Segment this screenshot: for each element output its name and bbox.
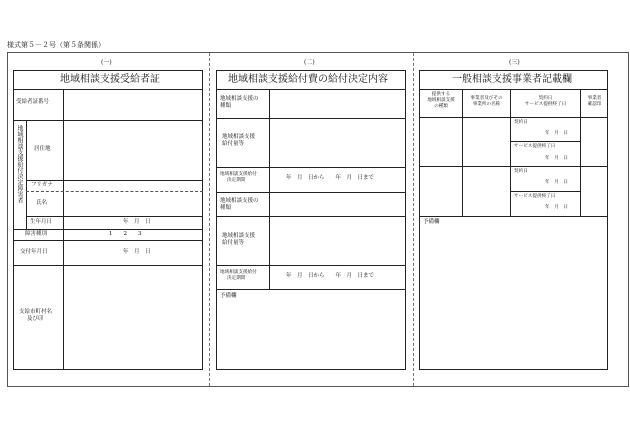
cert-number-label: 受給者証番号 [16,99,50,105]
section-number-2: (二) [304,59,315,66]
name-label: 氏名 [36,200,48,206]
address-label: 居住地 [34,146,51,152]
col-support-type-header: 提供する 地域相談支援 の種類 [427,92,455,110]
decision-period-value-2: 年 月 日から 年 月 日まで [286,273,375,279]
issue-date-value: 年 月 日 [123,249,151,255]
disability-type-options: 1 2 3 [109,231,142,237]
decision-period-value-1: 年 月 日から 年 月 日まで [286,175,375,181]
entry2-end-date-label: サービス提供終了日 [514,194,556,199]
recipient-group-label: 地域相談支援給付決定障害者 [16,125,23,203]
support-type-label-2: 地域相談支援の 種類 [220,198,259,212]
furigana-label: フリガナ [31,182,53,188]
card2-title: 地域相談支援給付費の給付決定内容 [228,74,388,85]
entry1-contract-date-value: 年 月 日 [545,131,568,136]
entry2-end-date-value: 年 月 日 [545,205,568,210]
card2-remarks-label: 予備欄 [220,293,237,299]
entry1-contract-date-label: 契約日 [514,120,528,125]
birth-date-label: 生年月日 [30,219,53,225]
disability-type-label: 障害種別 [25,231,48,237]
birth-date-value: 年 月 日 [123,219,151,225]
decision-period-label-2: 地域相談支援給付 決定期間 [220,270,257,282]
fold-line-left [209,53,210,386]
support-amount-label-2: 地域相談支援 給付量等 [222,233,256,247]
support-type-label-1: 地域相談支援の 種類 [220,96,259,110]
decision-period-label-1: 地域相談支援給付 決定期間 [220,172,257,184]
card3-title: 一般相談支援事業者記載欄 [452,74,572,85]
support-amount-label-1: 地域相談支援 給付量等 [222,134,256,148]
col-dates-header: 契約日 サービス提供終了日 [524,96,567,108]
col-provider-header: 事業者及びその 事業所の名称 [470,96,503,108]
section-number-3: (三) [509,59,520,66]
entry1-end-date-value: 年 月 日 [545,156,568,161]
benefit-decision-card [216,70,406,370]
entry2-contract-date-label: 契約日 [514,169,528,174]
form-number-title: 様式第５－２号（第５条関係） [7,41,105,49]
entry1-end-date-label: サービス提供終了日 [514,144,556,149]
fold-line-right [413,53,414,386]
card1-title: 地域相談支援受給者証 [60,74,160,85]
col-confirm-stamp-header: 事業者 確認印 [587,96,602,108]
card3-remarks-label: 予備欄 [423,219,440,225]
issue-date-label: 交付年月日 [20,249,48,255]
entry2-contract-date-value: 年 月 日 [545,180,568,185]
municipality-label: 支給市町村名 及び印 [19,309,53,323]
section-number-1: (一) [101,59,112,66]
